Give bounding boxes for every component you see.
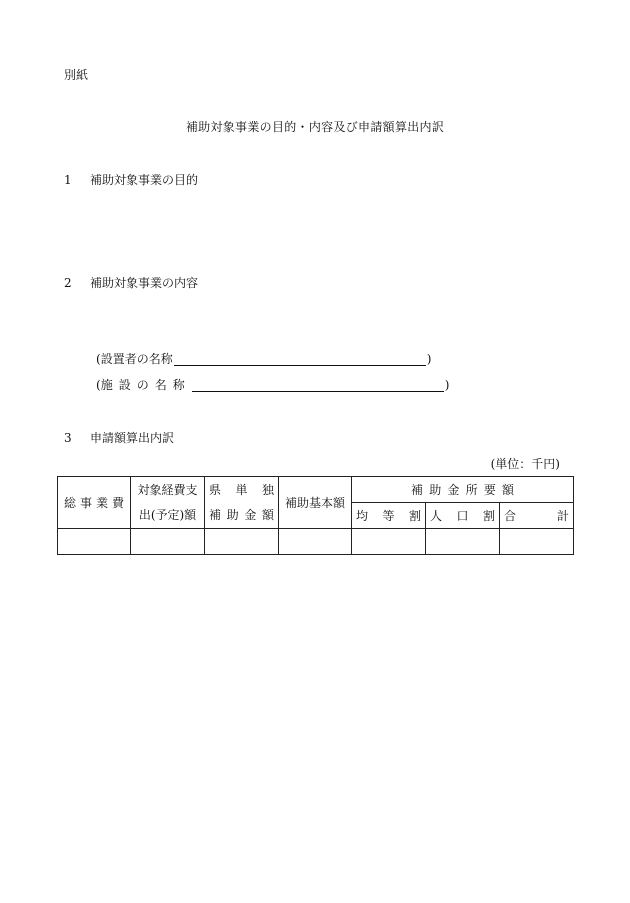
facility-name-label: 施設の名称 [100, 378, 191, 392]
section-heading: 申請額算出内訳 [90, 431, 175, 445]
data-row [58, 529, 574, 555]
section-heading: 補助対象事業の内容 [90, 276, 199, 290]
attachment-label: 別紙 [64, 68, 89, 82]
section-purpose [64, 173, 198, 187]
section-number: 2 [64, 276, 72, 290]
header-target-cost: 対象経費支 出(予定)額 [131, 477, 205, 529]
section-number: 3 [64, 431, 72, 445]
close-paren: ) [426, 352, 432, 366]
header-population-share: 人 口 割 [426, 503, 500, 529]
section-number: 1 [64, 173, 72, 187]
cell-target-cost[interactable] [131, 529, 205, 555]
header-total-cost: 総 事 業 費 [58, 477, 131, 529]
document-title: 補助対象事業の目的・内容及び申請額算出内訳 [185, 120, 445, 134]
section-content [64, 276, 198, 290]
founder-name-input-line[interactable] [174, 352, 426, 366]
cell-population-share[interactable] [426, 529, 500, 555]
facility-name-field [96, 378, 449, 394]
founder-name-field [96, 352, 431, 368]
header-row [58, 477, 574, 503]
cell-base-amount[interactable] [279, 529, 352, 555]
cell-equal-share[interactable] [352, 529, 426, 555]
cell-sum[interactable] [500, 529, 574, 555]
open-paren: ( [96, 378, 101, 392]
close-paren: ) [444, 378, 450, 392]
section-heading: 補助対象事業の目的 [90, 173, 199, 187]
header-base-amount: 補助基本額 [279, 477, 352, 529]
section-breakdown [64, 431, 174, 445]
breakdown-table [57, 476, 574, 555]
header-equal-share: 均 等 割 [352, 503, 426, 529]
unit-label: (単位：千円) [490, 457, 560, 471]
open-paren: ( [96, 352, 101, 366]
cell-prefecture-subsidy[interactable] [205, 529, 279, 555]
cell-total-cost[interactable] [58, 529, 131, 555]
founder-name-label: 設置者の名称 [100, 352, 173, 366]
header-sum: 合 計 [500, 503, 574, 529]
header-required-amount: 補 助 金 所 要 額 [352, 477, 574, 503]
header-prefecture-subsidy: 県 単 独 補 助 金 額 [205, 477, 279, 529]
facility-name-input-line[interactable] [192, 378, 444, 392]
